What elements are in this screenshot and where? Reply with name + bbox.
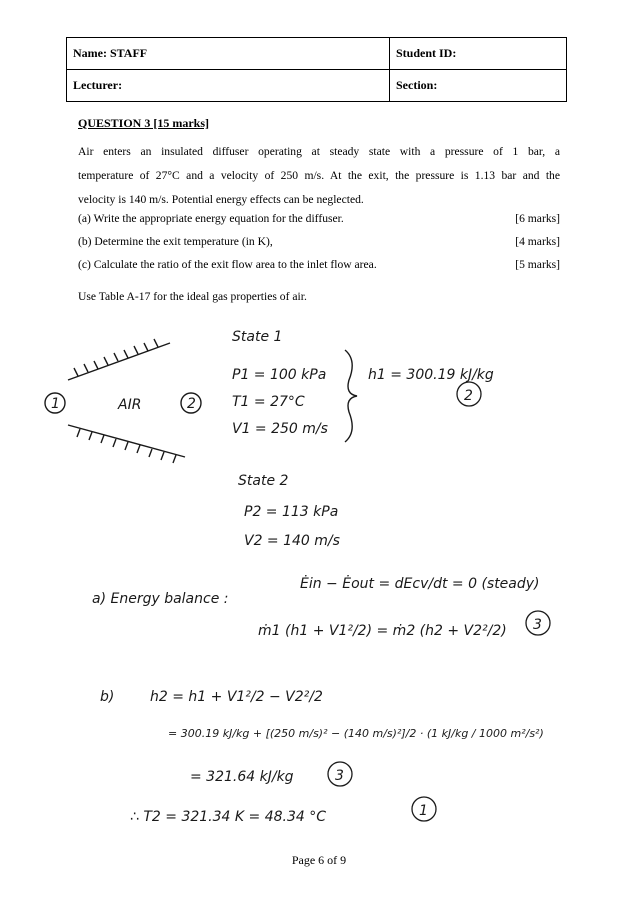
part-c [78, 258, 560, 271]
section-cell: Section: [390, 70, 567, 102]
part-c-text: (c) Calculate the ratio of the exit flow area to the inlet flow area. [78, 258, 377, 271]
part-b-text: (b) Determine the exit temperature (in K), [78, 235, 273, 248]
part-a-marks: [6 marks] [515, 212, 560, 225]
air-label: AIR [118, 397, 142, 413]
state1-h1: h1 = 300.19 kJ/kg [368, 367, 494, 383]
diffuser-upper-wall [68, 343, 170, 380]
name-cell: Name: STAFF [67, 38, 390, 70]
part-a-label: a) Energy balance : [92, 591, 229, 607]
state2-title: State 2 [238, 473, 289, 489]
handwritten-solution [0, 305, 638, 845]
part-a-eq: Ėin − Ėout = dEcv/dt = 0 (steady) [300, 576, 540, 592]
question-intro [78, 140, 560, 212]
part-b [78, 235, 560, 248]
student-id-cell: Student ID: [390, 38, 567, 70]
part-b-eq1: h2 = h1 + V1²/2 − V2²/2 [150, 689, 323, 705]
part-a [78, 212, 560, 225]
state1-v1: V1 = 250 m/s [232, 421, 328, 437]
part-a-eq2: ṁ1 (h1 + V1²/2) = ṁ2 (h2 + V2²/2) [258, 623, 507, 639]
part-b-marks: [4 marks] [515, 235, 560, 248]
part-b-eq3: = 321.64 kJ/kg [190, 769, 294, 785]
intro-line-1: Air enters an insulated diffuser operating at steady state with a pressure of 1 bar, a [78, 145, 560, 158]
table-note: Use Table A-17 for the ideal gas properties of air. [78, 290, 307, 303]
state1-brace [345, 350, 357, 442]
intro-line-2: temperature of 27°C and a velocity of 250 m/s. At the exit, the pressure is 1.13 bar and the [78, 169, 560, 182]
part-c-marks: [5 marks] [515, 258, 560, 271]
lower-wall-hatch [77, 429, 176, 463]
part-b-eq2: = 300.19 kJ/kg + [(250 m/s)² − (140 m/s)²]/2 · (1 kJ/kg / 1000 m²/s²) [168, 727, 544, 740]
intro-line-3: velocity is 140 m/s. Potential energy effects can be neglected. [78, 193, 364, 206]
question-title: QUESTION 3 [15 marks] [78, 116, 210, 130]
upper-wall-hatch [74, 339, 158, 376]
part-a-text: (a) Write the appropriate energy equation for the diffuser. [78, 212, 344, 225]
state2-p2: P2 = 113 kPa [244, 504, 339, 520]
a-mark: 3 [533, 617, 542, 633]
outlet-label: 2 [187, 396, 196, 412]
lecturer-cell: Lecturer: [67, 70, 390, 102]
diffuser-lower-wall [68, 425, 185, 457]
header-table [66, 37, 567, 102]
state1-title: State 1 [232, 329, 283, 345]
page-number: Page 6 of 9 [291, 853, 347, 867]
t2-mark: 1 [419, 803, 428, 819]
t2-result: ∴ T2 = 321.34 K = 48.34 °C [130, 809, 326, 825]
state2-v2: V2 = 140 m/s [244, 533, 340, 549]
b-mark: 3 [335, 768, 344, 784]
h1-mark: 2 [464, 388, 473, 404]
part-b-label: b) [100, 689, 115, 705]
state1-t1: T1 = 27°C [232, 394, 305, 410]
state1-p1: P1 = 100 kPa [232, 367, 327, 383]
inlet-label: 1 [51, 396, 60, 412]
